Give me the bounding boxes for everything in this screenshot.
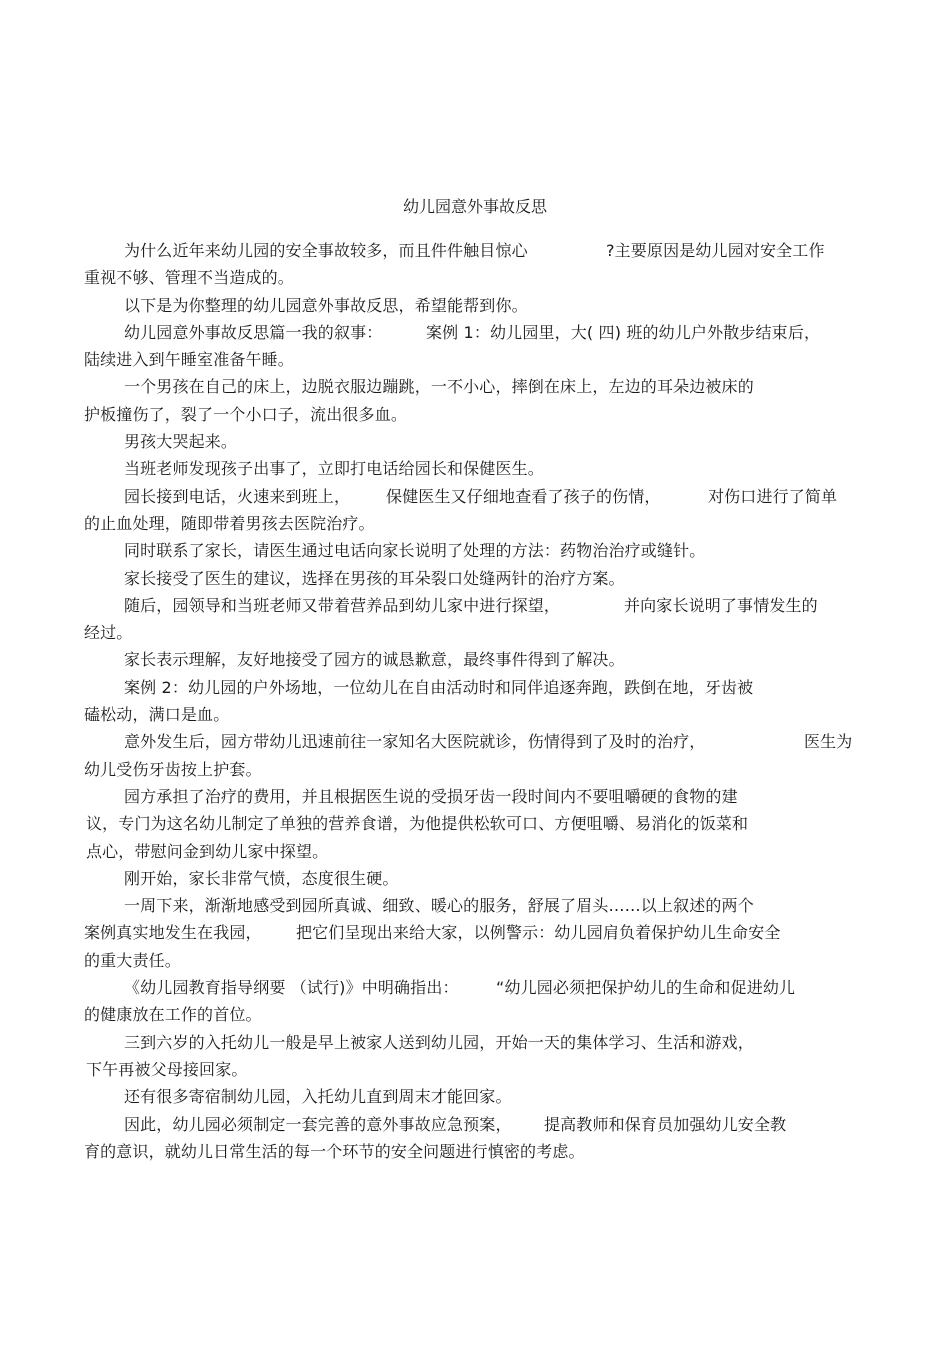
text-segment: “幼儿园必须把保护幼儿的生命和促进幼儿 [496,978,796,998]
text-line [84,648,864,675]
text-segment: 意外发生后，园方带幼儿迅速前往一家知名大医院就诊，伤情得到了及时的治疗， [124,732,706,752]
text-line [84,976,864,1003]
text-line [84,1031,864,1058]
text-segment: 并向家长说明了事情发生的 [624,595,818,615]
text-segment: 案例真实地发生在我园， [84,923,262,943]
text-line [84,785,864,812]
text-segment: 育的意识，就幼儿日常生活的每一个环节的安全问题进行慎密的考虑。 [84,1141,585,1161]
text-segment: 园长接到电话，火速来到班上， [124,486,351,506]
text-segment: 经过。 [84,623,133,643]
text-line [84,430,864,457]
text-segment: 为什么近年来幼儿园的安全事故较多，而且件件触目惊心 [124,241,528,260]
text-line [84,1140,864,1167]
text-line [84,867,864,894]
text-line [84,1085,864,1112]
text-segment: 重视不够、管理不当造成的。 [84,268,294,288]
text-line [84,348,864,375]
text-line [84,567,864,594]
text-line [84,485,864,512]
text-line [84,730,864,757]
text-line [84,812,864,839]
text-line [84,594,864,621]
text-segment: 以下是为你整理的幼儿园意外事故反思，希望能帮到你。 [124,295,528,315]
text-line [84,894,864,921]
text-line [84,921,864,948]
text-line [84,840,864,867]
text-segment: 的止血处理，随即带着男孩去医院治疗。 [84,513,375,533]
text-segment: 的重大责任。 [84,950,181,970]
text-segment: 护板撞伤了，裂了一个小口子，流出很多血。 [84,404,408,424]
text-segment: 同时联系了家长，请医生通过电话向家长说明了处理的方法：药物治治疗或缝针。 [124,541,706,561]
text-segment: 医生为 [804,732,853,752]
text-segment: 对伤口进行了简单 [708,486,838,506]
text-segment: 还有很多寄宿制幼儿园，入托幼儿直到周末才能回家。 [124,1087,512,1107]
text-line [84,758,864,785]
text-segment: 把它们呈现出来给大家，以例警示：幼儿园肩负着保护幼儿生命安全 [296,923,781,943]
text-line [84,1113,864,1140]
text-segment: 《幼儿园教育指导纲要 （试行)》中明确指出： [124,978,459,998]
text-segment: 当班老师发现孩子出事了，立即打电话给园长和保健医生。 [124,459,544,479]
text-segment: 幼儿受伤牙齿按上护套。 [84,759,262,779]
text-segment: 提高教师和保育员加强幼儿安全教 [544,1114,787,1134]
text-line [84,1003,864,1030]
text-line [84,266,864,293]
text-line [84,703,864,730]
document-title: 幼儿园意外事故反思 [402,197,547,216]
text-line [84,239,864,266]
text-line [84,621,864,648]
text-segment: 案例 2：幼儿园的户外场地，一位幼儿在自由活动时和同伴追逐奔跑，跌倒在地，牙齿被 [124,677,754,697]
text-line [84,375,864,402]
text-segment: 家长接受了医生的建议，选择在男孩的耳朵裂口处缝两针的治疗方案。 [124,568,625,588]
text-segment: 随后，园领导和当班老师又带着营养品到幼儿家中进行探望， [124,595,561,615]
text-line [84,294,864,321]
text-segment: 陆续进入到午睡室准备午睡。 [84,350,294,370]
text-segment: 磕松动，满口是血。 [84,705,230,725]
text-line [84,457,864,484]
text-line [84,539,864,566]
text-segment: 一周下来，渐渐地感受到园所真诚、细致、暖心的服务，舒展了眉头……以上叙述的两个 [124,896,754,916]
text-segment: 的健康放在工作的首位。 [84,1005,262,1025]
text-segment: 三到六岁的入托幼儿一般是早上被家人送到幼儿园，开始一天的集体学习、生活和游戏， [124,1032,754,1052]
text-segment: ?主要原因是幼儿园对安全工作 [606,241,825,260]
text-line [84,676,864,703]
text-line [84,321,864,348]
text-segment: 保健医生又仔细地查看了孩子的伤情， [386,486,661,506]
text-segment: 下午再被父母接回家。 [86,1059,248,1079]
text-segment: 一个男孩在自己的床上，边脱衣服边蹦跳，一不小心，摔倒在床上，左边的耳朵边被床的 [124,377,754,397]
text-segment: 幼儿园意外事故反思篇一我的叙事： [124,322,383,342]
text-segment: 刚开始，家长非常气愤，态度很生硬。 [124,868,399,888]
text-segment: 男孩大哭起来。 [124,432,238,452]
text-segment: 园方承担了治疗的费用，并且根据医生说的受损牙齿一段时间内不要咀嚼硬的食物的建 [124,786,738,806]
text-line [84,512,864,539]
text-line [84,403,864,430]
text-line [84,949,864,976]
text-segment: 案例 1：幼儿园里，大( 四) 班的幼儿户外散步结束后， [426,322,821,342]
text-segment: 因此，幼儿园必须制定一套完善的意外事故应急预案， [124,1114,512,1134]
text-segment: 家长表示理解，友好地接受了园方的诚恳歉意，最终事件得到了解决。 [124,650,625,670]
text-segment: 议，专门为这名幼儿制定了单独的营养食谱，为他提供松软可口、方便咀嚼、易消化的饭菜和 [86,814,749,834]
text-line [84,1058,864,1085]
text-segment: 点心，带慰问金到幼儿家中探望。 [86,841,329,861]
document-body [84,239,864,1167]
